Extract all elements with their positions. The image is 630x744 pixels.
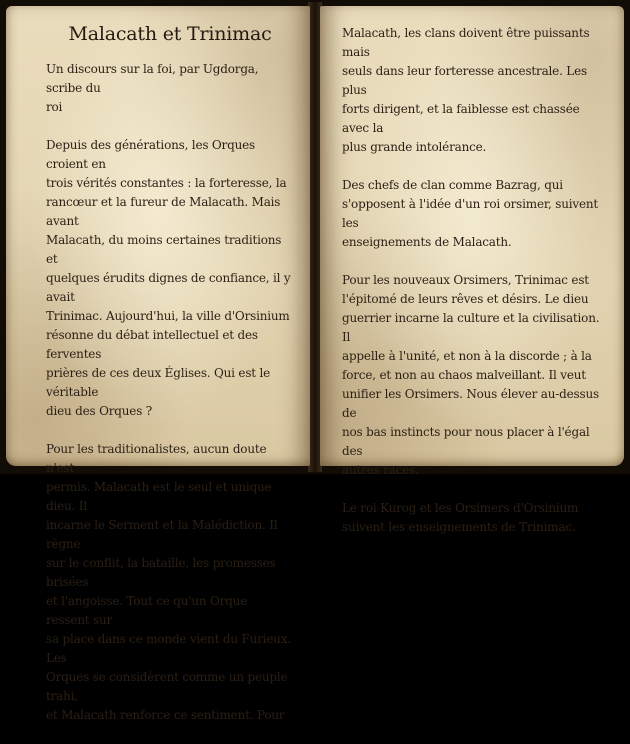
left-page: [6, 6, 310, 722]
right-paragraph-2: Des chefs de clan comme Bazrag, qui s'opposent à l'idée d'un roi orsimer, suivent les enseignements de Malacath.: [342, 178, 599, 249]
right-page: [320, 6, 624, 534]
left-paragraph-3: Pour les traditionalistes, aucun doute n'est permis. Malacath est le seul et unique dieu. Il incarne le Serment et la Malédiction. Il règne sur le conflit, la bataille, les promesses brisées et l'angoisse. Tout ce qu'un Orque ressent sur sa place dans ce monde vient du Furieux. Les Orques se considèrent comme un peuple trahi, et Malacath renforce ce sentiment. Pour: [46, 442, 291, 722]
right-paragraph-1: Malacath, les clans doivent être puissants mais seuls dans leur forteresse ancestrale. Les plus forts dirigent, et la faiblesse est chassée avec la plus grande intolérance.: [342, 26, 590, 154]
right-page-content: [342, 24, 604, 556]
left-paragraph-2: Depuis des générations, les Orques croient en trois vérités constantes : la forteresse, la rancœur et la fureur de Malacath. Mais avant Malacath, du moins certaines traditions et quelques érudits dignes de confiance, il y avait Trinimac. Aujourd'hui, la ville d'Orsinium résonne du débat intellectuel et des ferventes prières de ces deux Églises. Qui est le véritable dieu des Orques ?: [46, 138, 291, 418]
book-title: Malacath et Trinimac: [68, 23, 272, 45]
left-paragraph-1: Un discours sur la foi, par Ugdorga, scribe du roi: [46, 62, 259, 114]
right-paragraph-3: Pour les nouveaux Orsimers, Trinimac est l'épitomé de leurs rêves et désirs. Le dieu guerrier incarne la culture et la civilisation. Il appelle à l'unité, et non à la discorde ; à la force, et non au chaos malveillant. Il veut unifier les Orsimers. Nous élever au-dessus de nos bas instincts pour nous placer à l'égal des autres races.: [342, 273, 600, 477]
right-paragraph-4: Le roi Kurog et les Orsimers d'Orsinium suivent les enseignements de Trinimac.: [342, 501, 579, 534]
left-page-content: [46, 22, 294, 744]
